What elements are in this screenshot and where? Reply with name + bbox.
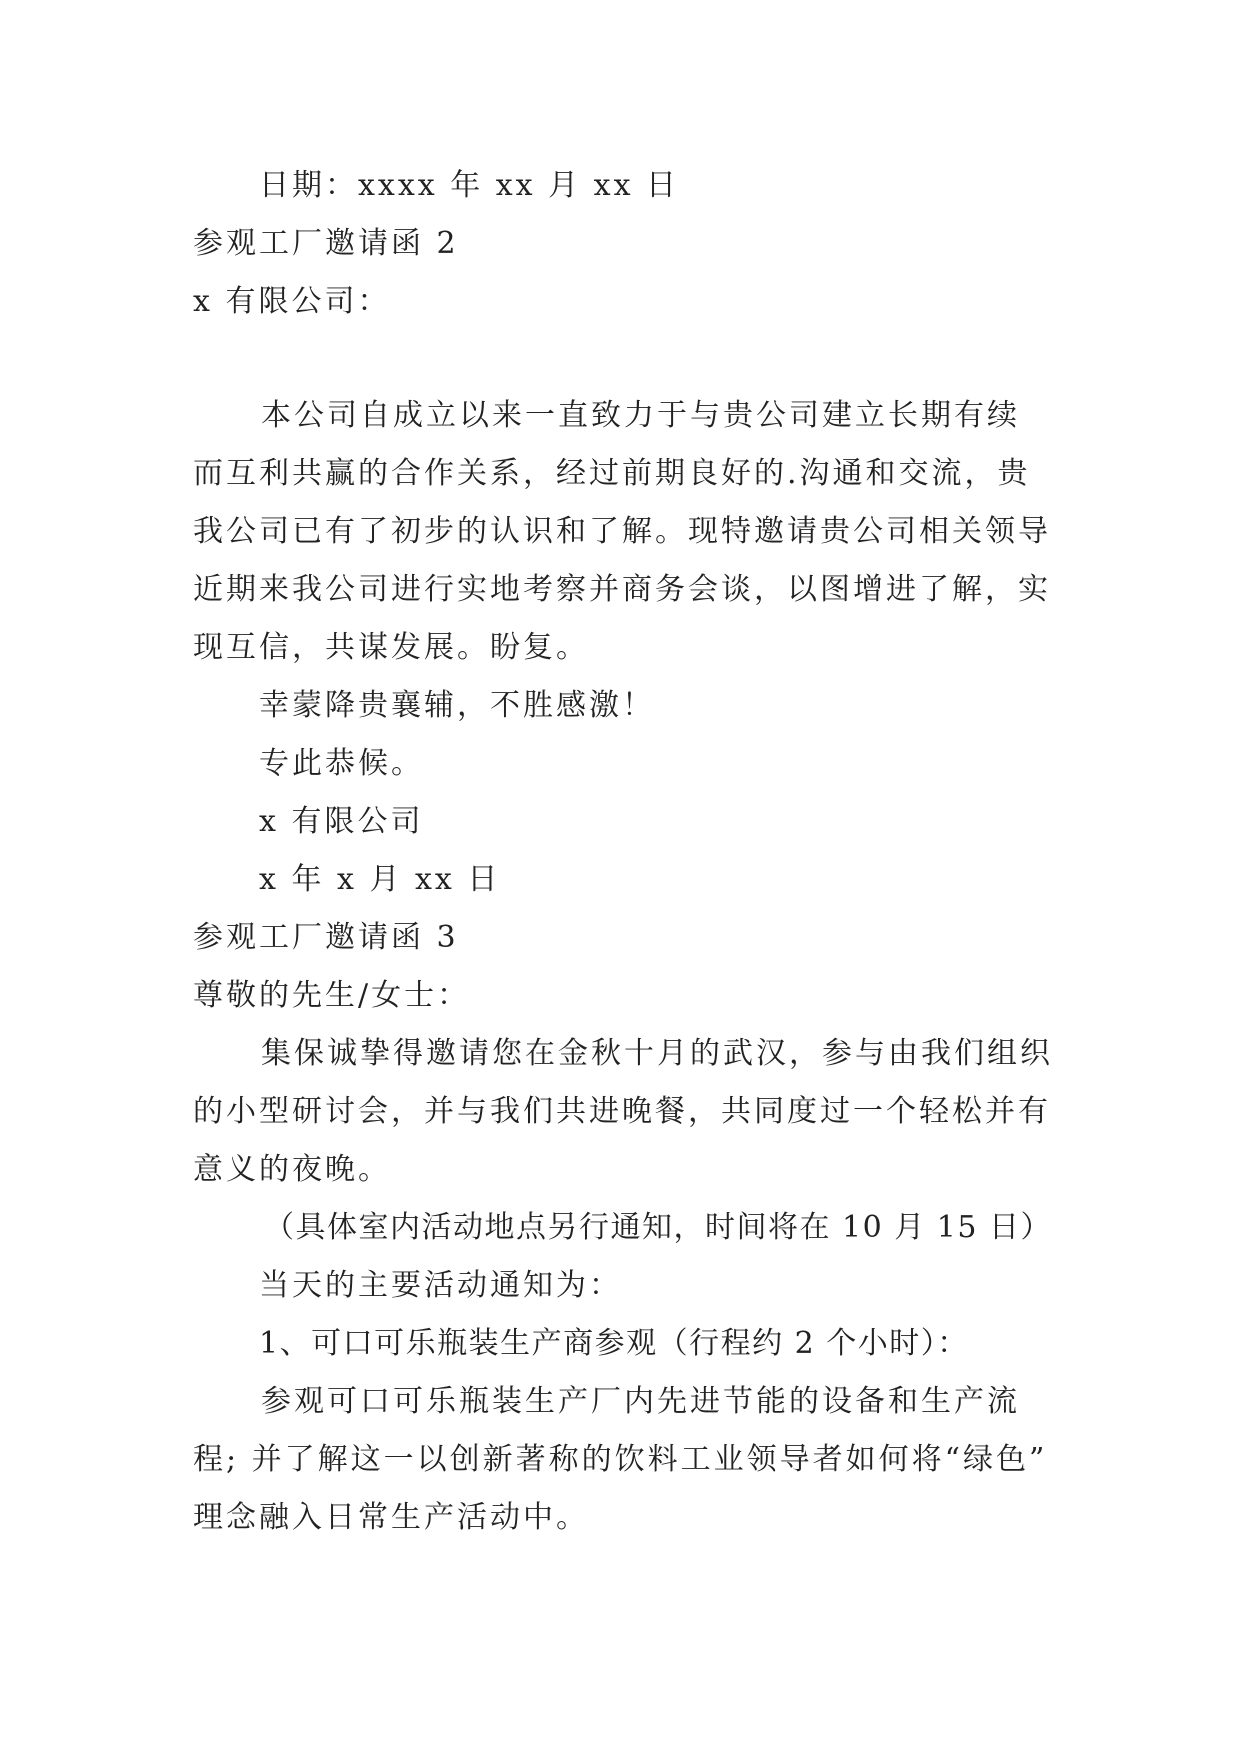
letter2-body-line: 本公司自成立以来一直致力于与贵公司建立长期有续 xyxy=(261,398,1020,433)
letter2-closing-thanks: 幸蒙降贵襄辅，不胜感激！ xyxy=(259,688,655,723)
letter3-para1-line: 的小型研讨会，并与我们共进晚餐，共同度过一个轻松并有 xyxy=(193,1094,1051,1129)
letter3-title: 参观工厂邀请函 3 xyxy=(193,920,459,955)
letter2-title: 参观工厂邀请函 2 xyxy=(193,226,459,261)
letter2-signature: x 有限公司 xyxy=(259,804,424,839)
letter3-salutation: 尊敬的先生/女士： xyxy=(193,978,471,1013)
letter3-para1-line: 集保诚挚得邀请您在金秋十月的武汉，参与由我们组织 xyxy=(261,1036,1053,1071)
letter2-body-line: 近期来我公司进行实地考察并商务会谈，以图增进了解，实 xyxy=(193,572,1051,607)
letter3-note: （具体室内活动地点另行通知，时间将在 10 月 15 日） xyxy=(264,1210,1052,1245)
letter3-item1-title: 1、可口可乐瓶装生产商参观（行程约 2 个小时）： xyxy=(259,1326,969,1361)
letter3-intro: 当天的主要活动通知为： xyxy=(259,1268,622,1303)
letter2-body-line: 而互利共赢的合作关系，经过前期良好的.沟通和交流，贵 xyxy=(193,456,1031,491)
letter2-body-line: 我公司已有了初步的认识和了解。现特邀请贵公司相关领导 xyxy=(193,514,1051,549)
letter2-body-line: 现互信，共谋发展。盼复。 xyxy=(193,630,589,665)
letter3-item1-line: 参观可口可乐瓶装生产厂内先进节能的设备和生产流 xyxy=(261,1384,1020,1419)
letter3-para1-line: 意义的夜晚。 xyxy=(193,1152,391,1187)
letter2-recipient: x 有限公司： xyxy=(193,284,391,319)
letter2-sign-date: x 年 x 月 xx 日 xyxy=(259,862,501,897)
letter3-item1-line: 理念融入日常生产活动中。 xyxy=(193,1500,589,1535)
letter3-item1-line: 程; 并了解这一以创新著称的饮料工业领导者如何将“绿色” xyxy=(193,1442,1048,1477)
letter2-closing-await: 专此恭候。 xyxy=(259,746,424,781)
date-line: 日期：xxxx 年 xx 月 xx 日 xyxy=(259,168,680,203)
